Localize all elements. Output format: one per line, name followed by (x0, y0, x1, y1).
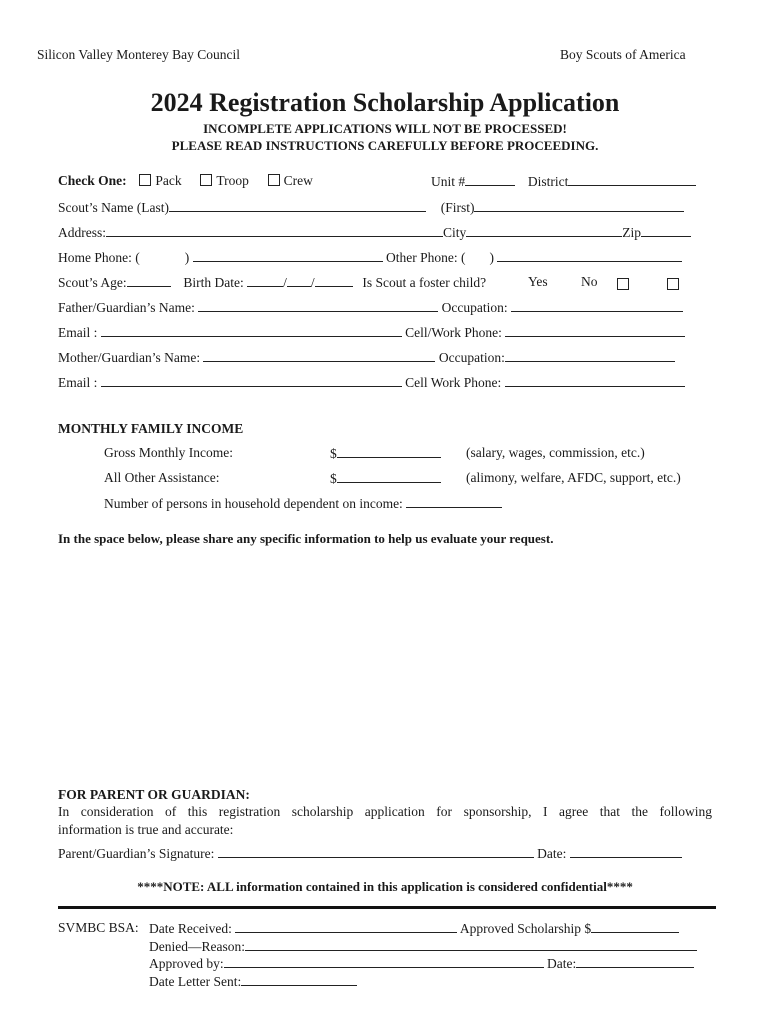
address-field[interactable] (106, 224, 443, 237)
father-field[interactable] (198, 299, 438, 312)
consent-line-1: In consideration of this registration scholarship application for sponsorship, I agree that the following (58, 804, 712, 819)
unit-label: Unit # (431, 174, 466, 189)
other-phone-label: Other Phone: ( (386, 250, 466, 265)
persons-label: Number of persons in household dependent on income: (104, 496, 403, 511)
office-row-1 (149, 920, 679, 937)
unit-district-row (431, 173, 696, 190)
scout-last-field[interactable] (169, 199, 426, 212)
city-field[interactable] (466, 224, 622, 237)
pack-checkbox[interactable] (139, 174, 151, 186)
approved-scholarship-label: Approved Scholarship $ (459, 921, 592, 936)
gross-amount (330, 445, 441, 462)
date-received-label: Date Received: (149, 921, 232, 936)
birth-slash-1: / (283, 275, 287, 290)
troop-checkbox[interactable] (200, 174, 212, 186)
income-heading: MONTHLY FAMILY INCOME (58, 421, 244, 436)
email-label-2: Email : (58, 375, 98, 390)
council-name: Silicon Valley Monterey Bay Council (37, 47, 240, 62)
signature-date-field[interactable] (570, 845, 682, 858)
divider (58, 906, 716, 909)
birth-year-field[interactable] (315, 274, 353, 287)
crew-checkbox[interactable] (268, 174, 280, 186)
age-label: Scout’s Age: (58, 275, 127, 290)
other-dollar: $ (330, 471, 337, 486)
date-letter-label: Date Letter Sent: (149, 974, 242, 989)
troop-label: Troop (216, 173, 249, 188)
scout-first-field[interactable] (474, 199, 684, 212)
foster-yes-label: Yes (528, 274, 548, 289)
father-label: Father/Guardian’s Name: (58, 300, 195, 315)
denied-field[interactable] (245, 938, 697, 951)
date-letter-field[interactable] (241, 973, 357, 986)
other-assistance-note: (alimony, welfare, AFDC, support, etc.) (466, 470, 681, 485)
office-label: SVMBC BSA: (58, 920, 139, 935)
mother-occupation-label: Occupation: (438, 350, 505, 365)
email-field-1[interactable] (101, 324, 402, 337)
address-row (58, 224, 691, 241)
zip-label: Zip (622, 225, 642, 240)
email-row-2 (58, 374, 685, 391)
unit-field[interactable] (465, 173, 515, 186)
signature-label: Parent/Guardian’s Signature: (58, 846, 215, 861)
check-one-row (58, 173, 313, 189)
persons-row (104, 495, 502, 512)
scout-last-label: Scout’s Name (Last) (58, 200, 169, 215)
gross-note: (salary, wages, commission, etc.) (466, 445, 645, 460)
mother-field[interactable] (203, 349, 435, 362)
mother-label: Mother/Guardian’s Name: (58, 350, 201, 365)
address-label: Address: (58, 225, 106, 240)
signature-field[interactable] (218, 845, 534, 858)
foster-no-checkbox[interactable] (667, 276, 683, 294)
district-field[interactable] (568, 173, 696, 186)
consent-line-2: information is true and accurate: (58, 822, 234, 837)
parent-heading: FOR PARENT OR GUARDIAN: (58, 787, 250, 802)
warning-incomplete: INCOMPLETE APPLICATIONS WILL NOT BE PROCESSED! (203, 121, 567, 136)
date-received-field[interactable] (235, 920, 457, 933)
cell-work-label-1: Cell/Work Phone: (405, 325, 502, 340)
other-phone-paren: ) (489, 250, 494, 265)
gross-field[interactable] (337, 445, 441, 458)
zip-field[interactable] (641, 224, 691, 237)
mother-occupation-field[interactable] (505, 349, 675, 362)
birth-slash-2: / (310, 275, 315, 290)
phone-row (58, 249, 682, 266)
gross-label: Gross Monthly Income: (104, 445, 233, 460)
email-row-1 (58, 324, 685, 341)
organization-name: Boy Scouts of America (560, 47, 686, 62)
foster-yes-checkbox[interactable] (617, 276, 633, 294)
district-label: District (527, 174, 569, 189)
persons-field[interactable] (406, 495, 502, 508)
signature-row (58, 845, 682, 862)
foster-no-label: No (581, 274, 598, 289)
city-label: City (443, 225, 467, 240)
birth-day-field[interactable] (287, 274, 311, 287)
email-label-1: Email : (58, 325, 98, 340)
other-assistance-amount (330, 470, 441, 487)
pack-label: Pack (155, 173, 182, 188)
office-row-3 (149, 955, 694, 972)
crew-label: Crew (283, 173, 313, 188)
home-phone-paren: ) (184, 250, 190, 265)
confidential-note: ****NOTE: ALL information contained in this application is considered confidential**** (137, 879, 633, 894)
mother-row (58, 349, 675, 366)
share-textarea[interactable] (58, 552, 712, 772)
home-phone-field[interactable] (193, 249, 383, 262)
other-assistance-field[interactable] (337, 470, 441, 483)
share-instruction: In the space below, please share any specific information to help us evaluate your request. (58, 531, 554, 546)
check-one-label: Check One: (58, 173, 127, 188)
approved-by-label: Approved by: (149, 956, 224, 971)
birth-date-label: Birth Date: (183, 275, 244, 290)
email-field-2[interactable] (101, 374, 402, 387)
office-row-2 (149, 938, 697, 955)
cell-work-field-1[interactable] (505, 324, 685, 337)
scout-name-row (58, 199, 684, 216)
other-phone-field[interactable] (497, 249, 682, 262)
cell-work-label-2: Cell Work Phone: (405, 375, 502, 390)
other-assistance-label: All Other Assistance: (104, 470, 220, 485)
office-row-4 (149, 973, 357, 990)
page-title: 2024 Registration Scholarship Application (150, 88, 620, 117)
birth-month-field[interactable] (247, 274, 283, 287)
age-row (58, 274, 486, 291)
foster-label: Is Scout a foster child? (362, 275, 487, 290)
father-row (58, 299, 683, 316)
warning-instructions: PLEASE READ INSTRUCTIONS CAREFULLY BEFORE PROCEEDING. (171, 138, 599, 153)
home-phone-label: Home Phone: ( (58, 250, 140, 265)
age-field[interactable] (127, 274, 171, 287)
father-occupation-label: Occupation: (441, 300, 508, 315)
approved-by-field[interactable] (224, 955, 544, 968)
cell-work-field-2[interactable] (505, 374, 685, 387)
approved-scholarship-field[interactable] (591, 920, 679, 933)
denied-label: Denied—Reason: (149, 939, 245, 954)
approved-date-field[interactable] (576, 955, 694, 968)
scout-first-label: (First) (440, 200, 475, 215)
gross-dollar: $ (330, 446, 337, 461)
signature-date-label: Date: (537, 846, 567, 861)
approved-date-label: Date: (547, 956, 577, 971)
father-occupation-field[interactable] (511, 299, 683, 312)
